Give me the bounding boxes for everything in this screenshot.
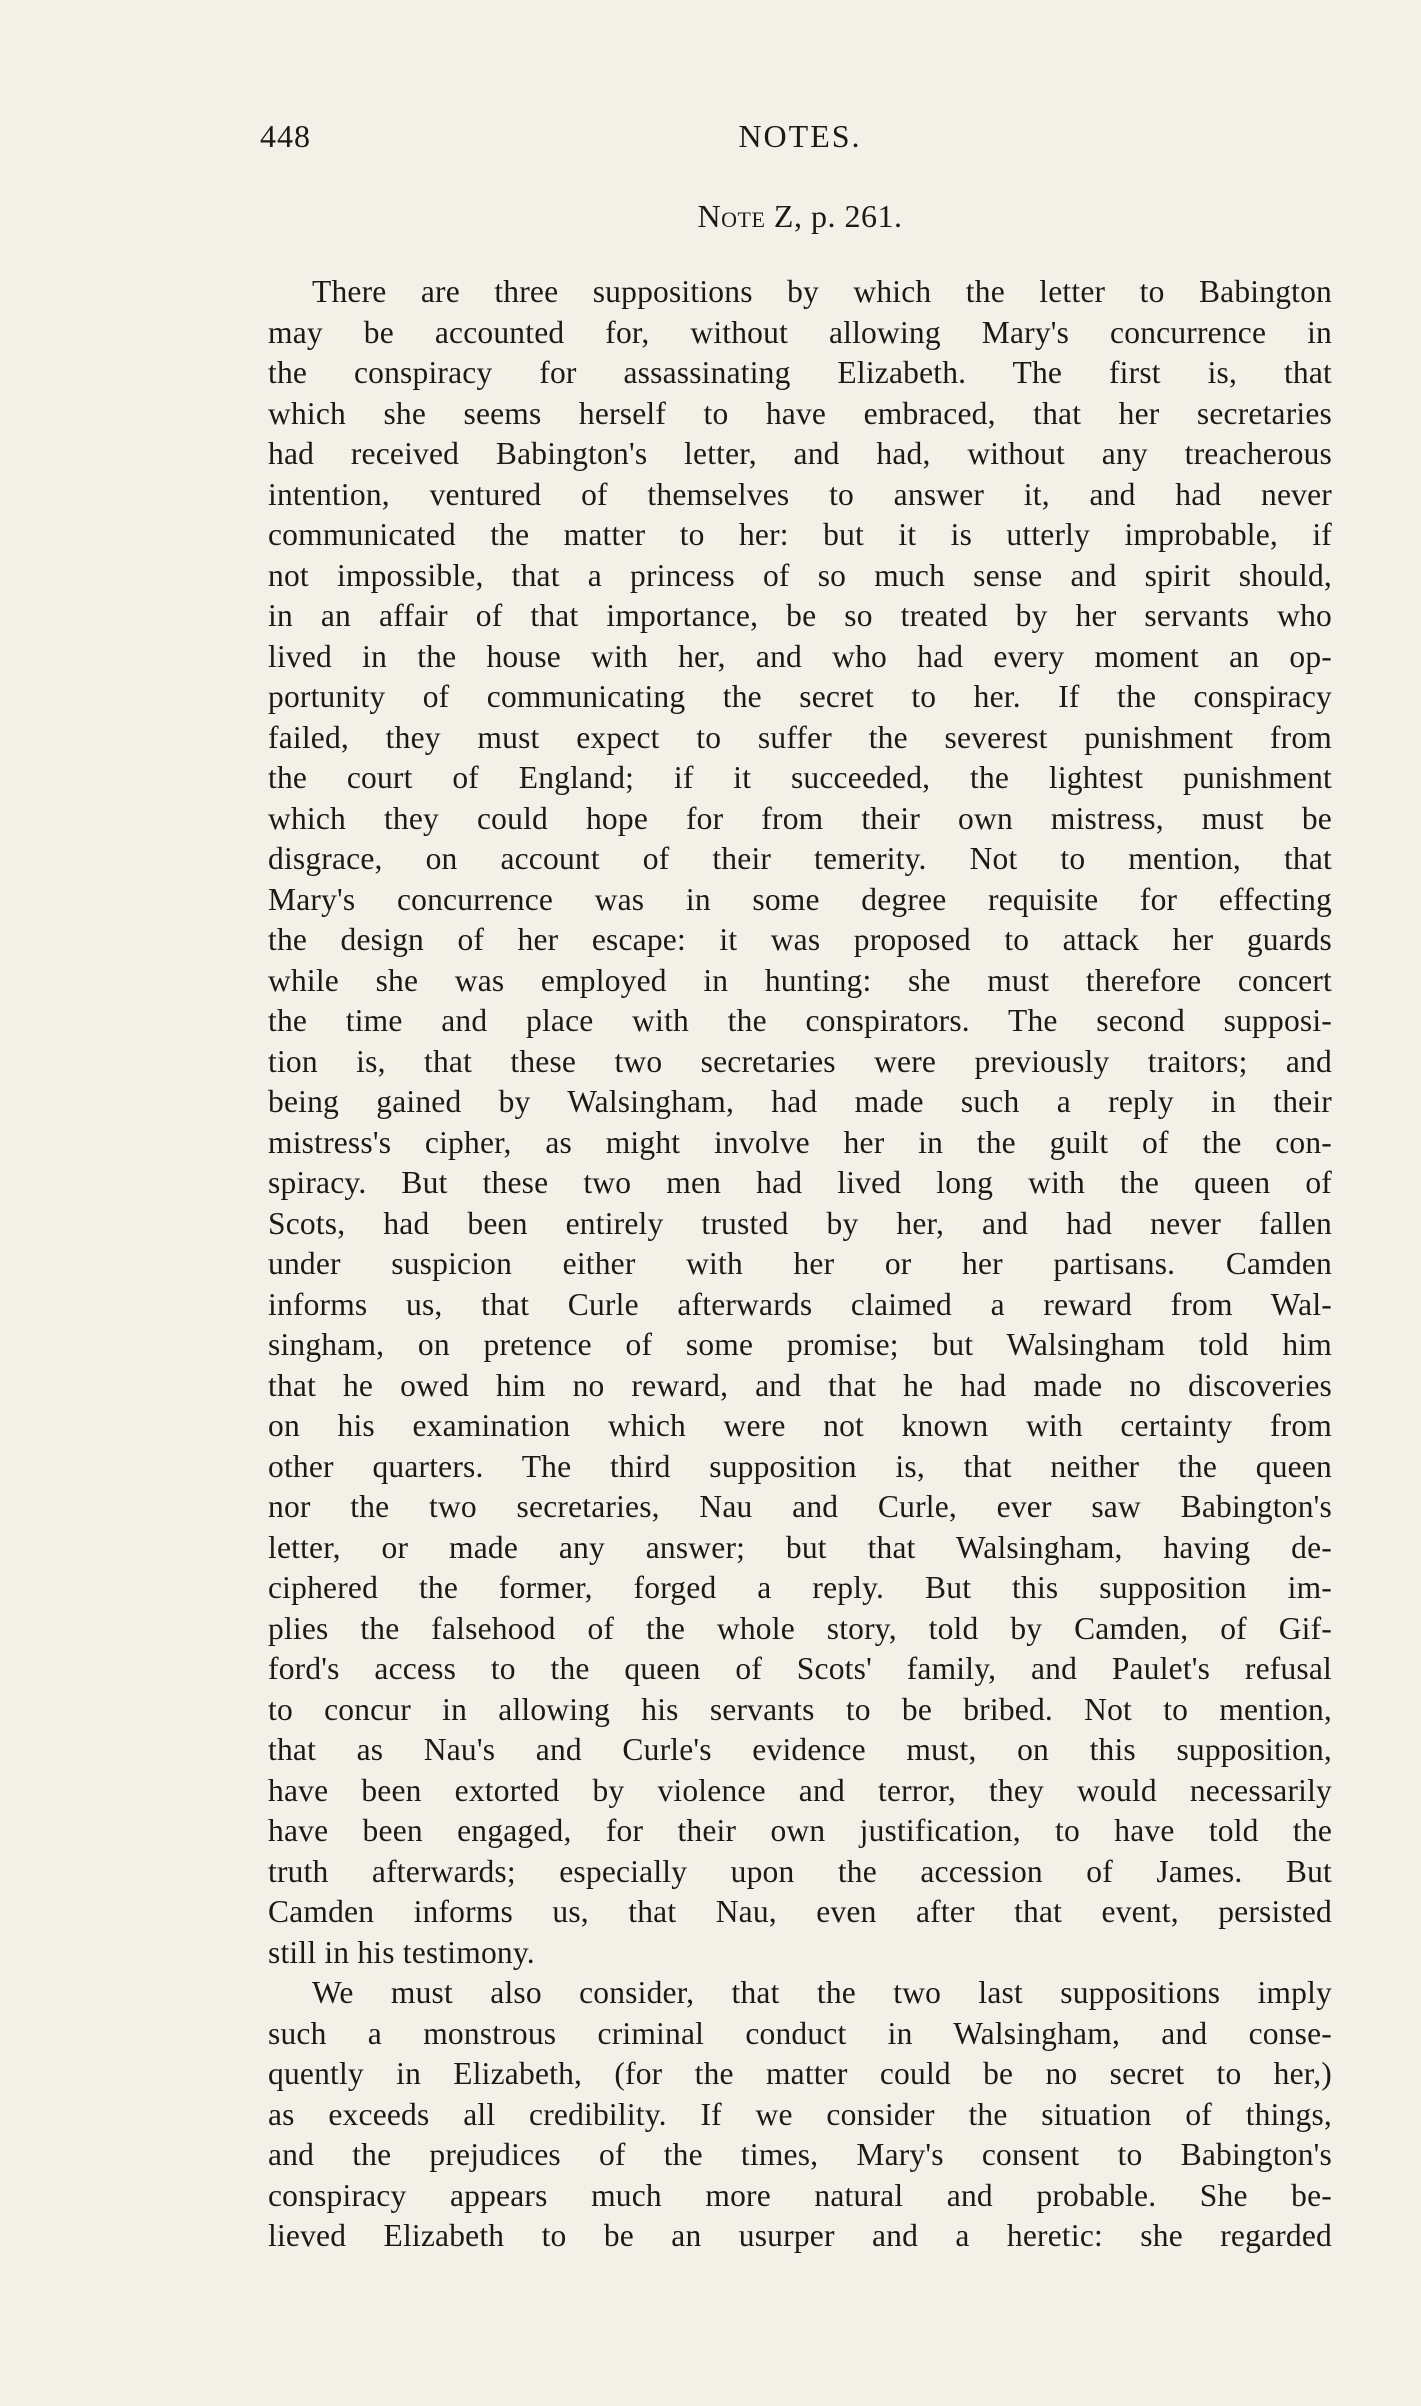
text-line: Scots, had been entirely trusted by her, and had never fallen <box>268 1205 1332 1241</box>
text-line: letter, or made any answer; but that Walsingham, having de- <box>268 1529 1332 1565</box>
text-line: tion is, that these two secretaries were previously traitors; and <box>268 1043 1332 1079</box>
text-line: quently in Elizabeth, (for the matter could be no secret to her,) <box>268 2056 1332 2091</box>
text-line: disgrace, on account of their temerity. Not to mention, that <box>268 841 1332 876</box>
text-line: such a monstrous criminal conduct in Walsingham, and conse- <box>268 2015 1332 2051</box>
text-line: We must also consider, that the two last suppositions imply <box>312 1975 1332 2010</box>
text-line: the design of her escape: it was proposed to attack her guards <box>268 922 1332 957</box>
text-line: truth afterwards; especially upon the accession of James. But <box>268 1853 1332 1889</box>
text-line: lieved Elizabeth to be an usurper and a heretic: she regarded <box>268 2218 1332 2253</box>
text-line: and the prejudices of the times, Mary's consent to Babington's <box>268 2137 1332 2172</box>
text-line: which she seems herself to have embraced, that her secretaries <box>268 395 1332 431</box>
text-line: There are three suppositions by which the letter to Babington <box>312 274 1332 309</box>
text-line: failed, they must expect to suffer the severest punishment from <box>268 719 1332 755</box>
note-heading-reference: Z, p. 261. <box>765 198 903 234</box>
text-line: other quarters. The third supposition is, that neither the queen <box>268 1448 1332 1484</box>
text-line: under suspicion either with her or her partisans. Camden <box>268 1246 1332 1281</box>
running-title: NOTES. <box>738 118 862 154</box>
text-line: being gained by Walsingham, had made such a reply in their <box>268 1084 1332 1119</box>
text-line: lived in the house with her, and who had every moment an op- <box>268 638 1332 674</box>
text-line: that he owed him no reward, and that he had made no discoveries <box>268 1367 1332 1403</box>
note-heading <box>260 198 1340 235</box>
text-line: the conspiracy for assassinating Elizabeth. The first is, that <box>268 355 1332 390</box>
text-line: ciphered the former, forged a reply. But this supposition im- <box>268 1570 1332 1605</box>
text-line: on his examination which were not known with certainty from <box>268 1408 1332 1443</box>
text-line: have been extorted by violence and terror, they would necessarily <box>268 1772 1332 1808</box>
text-line: mistress's cipher, as might involve her in the guilt of the con- <box>268 1124 1332 1160</box>
text-line: communicated the matter to her: but it is utterly improbable, if <box>268 517 1332 552</box>
text-line: the court of England; if it succeeded, the lightest punishment <box>268 760 1332 795</box>
text-line: intention, ventured of themselves to answer it, and had never <box>268 476 1332 512</box>
text-line: the time and place with the conspirators. The second supposi- <box>268 1003 1332 1038</box>
text-line: have been engaged, for their own justification, to have told the <box>268 1813 1332 1848</box>
note-heading-label: Note <box>697 198 766 234</box>
text-line: had received Babington's letter, and had, without any treacherous <box>268 436 1332 471</box>
text-line: informs us, that Curle afterwards claimed a reward from Wal- <box>268 1286 1332 1322</box>
text-line: plies the falsehood of the whole story, told by Camden, of Gif- <box>268 1610 1332 1646</box>
text-line: which they could hope for from their own mistress, must be <box>268 800 1332 836</box>
text-line: while she was employed in hunting: she must therefore concert <box>268 962 1332 998</box>
text-line: portunity of communicating the secret to her. If the conspiracy <box>268 679 1332 714</box>
text-line: ford's access to the queen of Scots' family, and Paulet's refusal <box>268 1651 1332 1686</box>
text-line: as exceeds all credibility. If we consider the situation of things, <box>268 2096 1332 2132</box>
text-line: to concur in allowing his servants to be bribed. Not to mention, <box>268 1691 1332 1727</box>
text-line: in an affair of that importance, be so treated by her servants who <box>268 598 1332 633</box>
text-line: not impossible, that a princess of so much sense and spirit should, <box>268 557 1332 593</box>
text-line: still in his testimony. <box>268 1934 535 1970</box>
text-line: spiracy. But these two men had lived long with the queen of <box>268 1165 1332 1200</box>
running-head <box>260 118 1340 158</box>
text-line: conspiracy appears much more natural and probable. She be- <box>268 2177 1332 2213</box>
text-line: may be accounted for, without allowing Mary's concurrence in <box>268 314 1332 350</box>
text-line: singham, on pretence of some promise; but Walsingham told him <box>268 1327 1332 1362</box>
page-number: 448 <box>260 118 311 154</box>
text-line: Camden informs us, that Nau, even after that event, persisted <box>268 1894 1332 1929</box>
text-line: Mary's concurrence was in some degree requisite for effecting <box>268 881 1332 917</box>
text-line: nor the two secretaries, Nau and Curle, ever saw Babington's <box>268 1489 1332 1524</box>
note-body <box>268 272 1332 2257</box>
text-line: that as Nau's and Curle's evidence must, on this supposition, <box>268 1732 1332 1767</box>
